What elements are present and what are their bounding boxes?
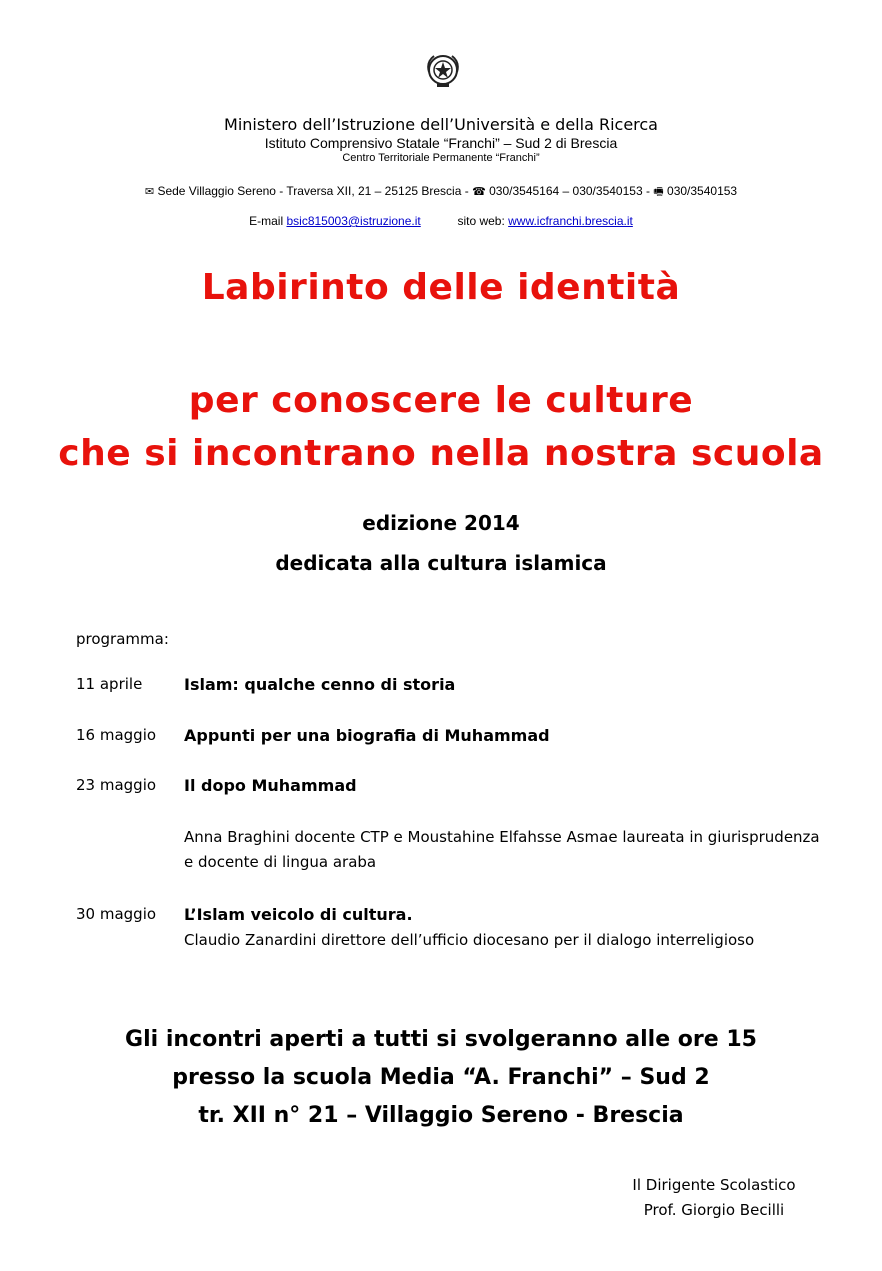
footer-line-3: tr. XII n° 21 – Villaggio Sereno - Brescia (198, 1103, 684, 1128)
program-date: 11 aprile (76, 675, 143, 693)
site-label: sito web: (457, 214, 505, 228)
main-title: Labirinto delle identità (201, 267, 681, 308)
program-topic: Il dopo Muhammad (184, 776, 357, 795)
institute-name: Istituto Comprensivo Statale “Franchi” – Sud 2 di Brescia (264, 135, 618, 151)
subtitle-line-2: che si incontrano nella nostra scuola (58, 433, 824, 474)
footer-line-1: Gli incontri aperti a tutti si svolgeranno alle ore 15 (125, 1027, 757, 1052)
address-text: Sede Villaggio Sereno - Traversa XII, 21 – 25125 Brescia - (157, 184, 469, 198)
program-topic: Appunti per una biografia di Muhammad (184, 726, 550, 745)
program-speakers: Anna Braghini docente CTP e Moustahine Elfahsse Asmae laureata in giurisprudenza e docente di lingua araba (184, 828, 820, 871)
email-link[interactable]: bsic815003@istruzione.it (286, 214, 421, 228)
contacts-line (0, 214, 882, 228)
envelope-icon: ✉ (144, 186, 155, 198)
program-topic: Islam: qualche cenno di storia (184, 675, 456, 694)
republic-emblem-icon (426, 52, 460, 88)
phone-text: 030/3545164 – 030/3540153 - (489, 184, 650, 198)
edition: edizione 2014 (362, 511, 520, 535)
program-speakers: Claudio Zanardini direttore dell’ufficio diocesano per il dialogo interreligioso (184, 931, 755, 949)
program-date: 30 maggio (76, 905, 157, 923)
subtitle-line-1: per conoscere le culture (188, 380, 694, 421)
program-label: programma: (76, 630, 169, 648)
address-line (0, 183, 882, 202)
email-label: E-mail (249, 214, 284, 228)
fax-icon: 🖷 (653, 186, 664, 198)
ctp-name: Centro Territoriale Permanente “Franchi” (342, 152, 540, 164)
ministry-name: Ministero dell’Istruzione dell’Università e della Ricerca (224, 115, 658, 134)
signature-role: Il Dirigente Scolastico (632, 1176, 796, 1194)
program-topic: L’Islam veicolo di cultura. (184, 905, 413, 924)
signature-name: Prof. Giorgio Becilli (643, 1201, 785, 1219)
dedication: dedicata alla cultura islamica (275, 551, 607, 575)
telephone-icon: ☎ (472, 186, 486, 198)
website-link[interactable]: www.icfranchi.brescia.it (508, 214, 633, 228)
fax-text: 030/3540153 (667, 184, 738, 198)
program-date: 23 maggio (76, 776, 157, 794)
program-date: 16 maggio (76, 726, 157, 744)
footer-line-2: presso la scuola Media “A. Franchi” – Sud 2 (172, 1065, 710, 1090)
